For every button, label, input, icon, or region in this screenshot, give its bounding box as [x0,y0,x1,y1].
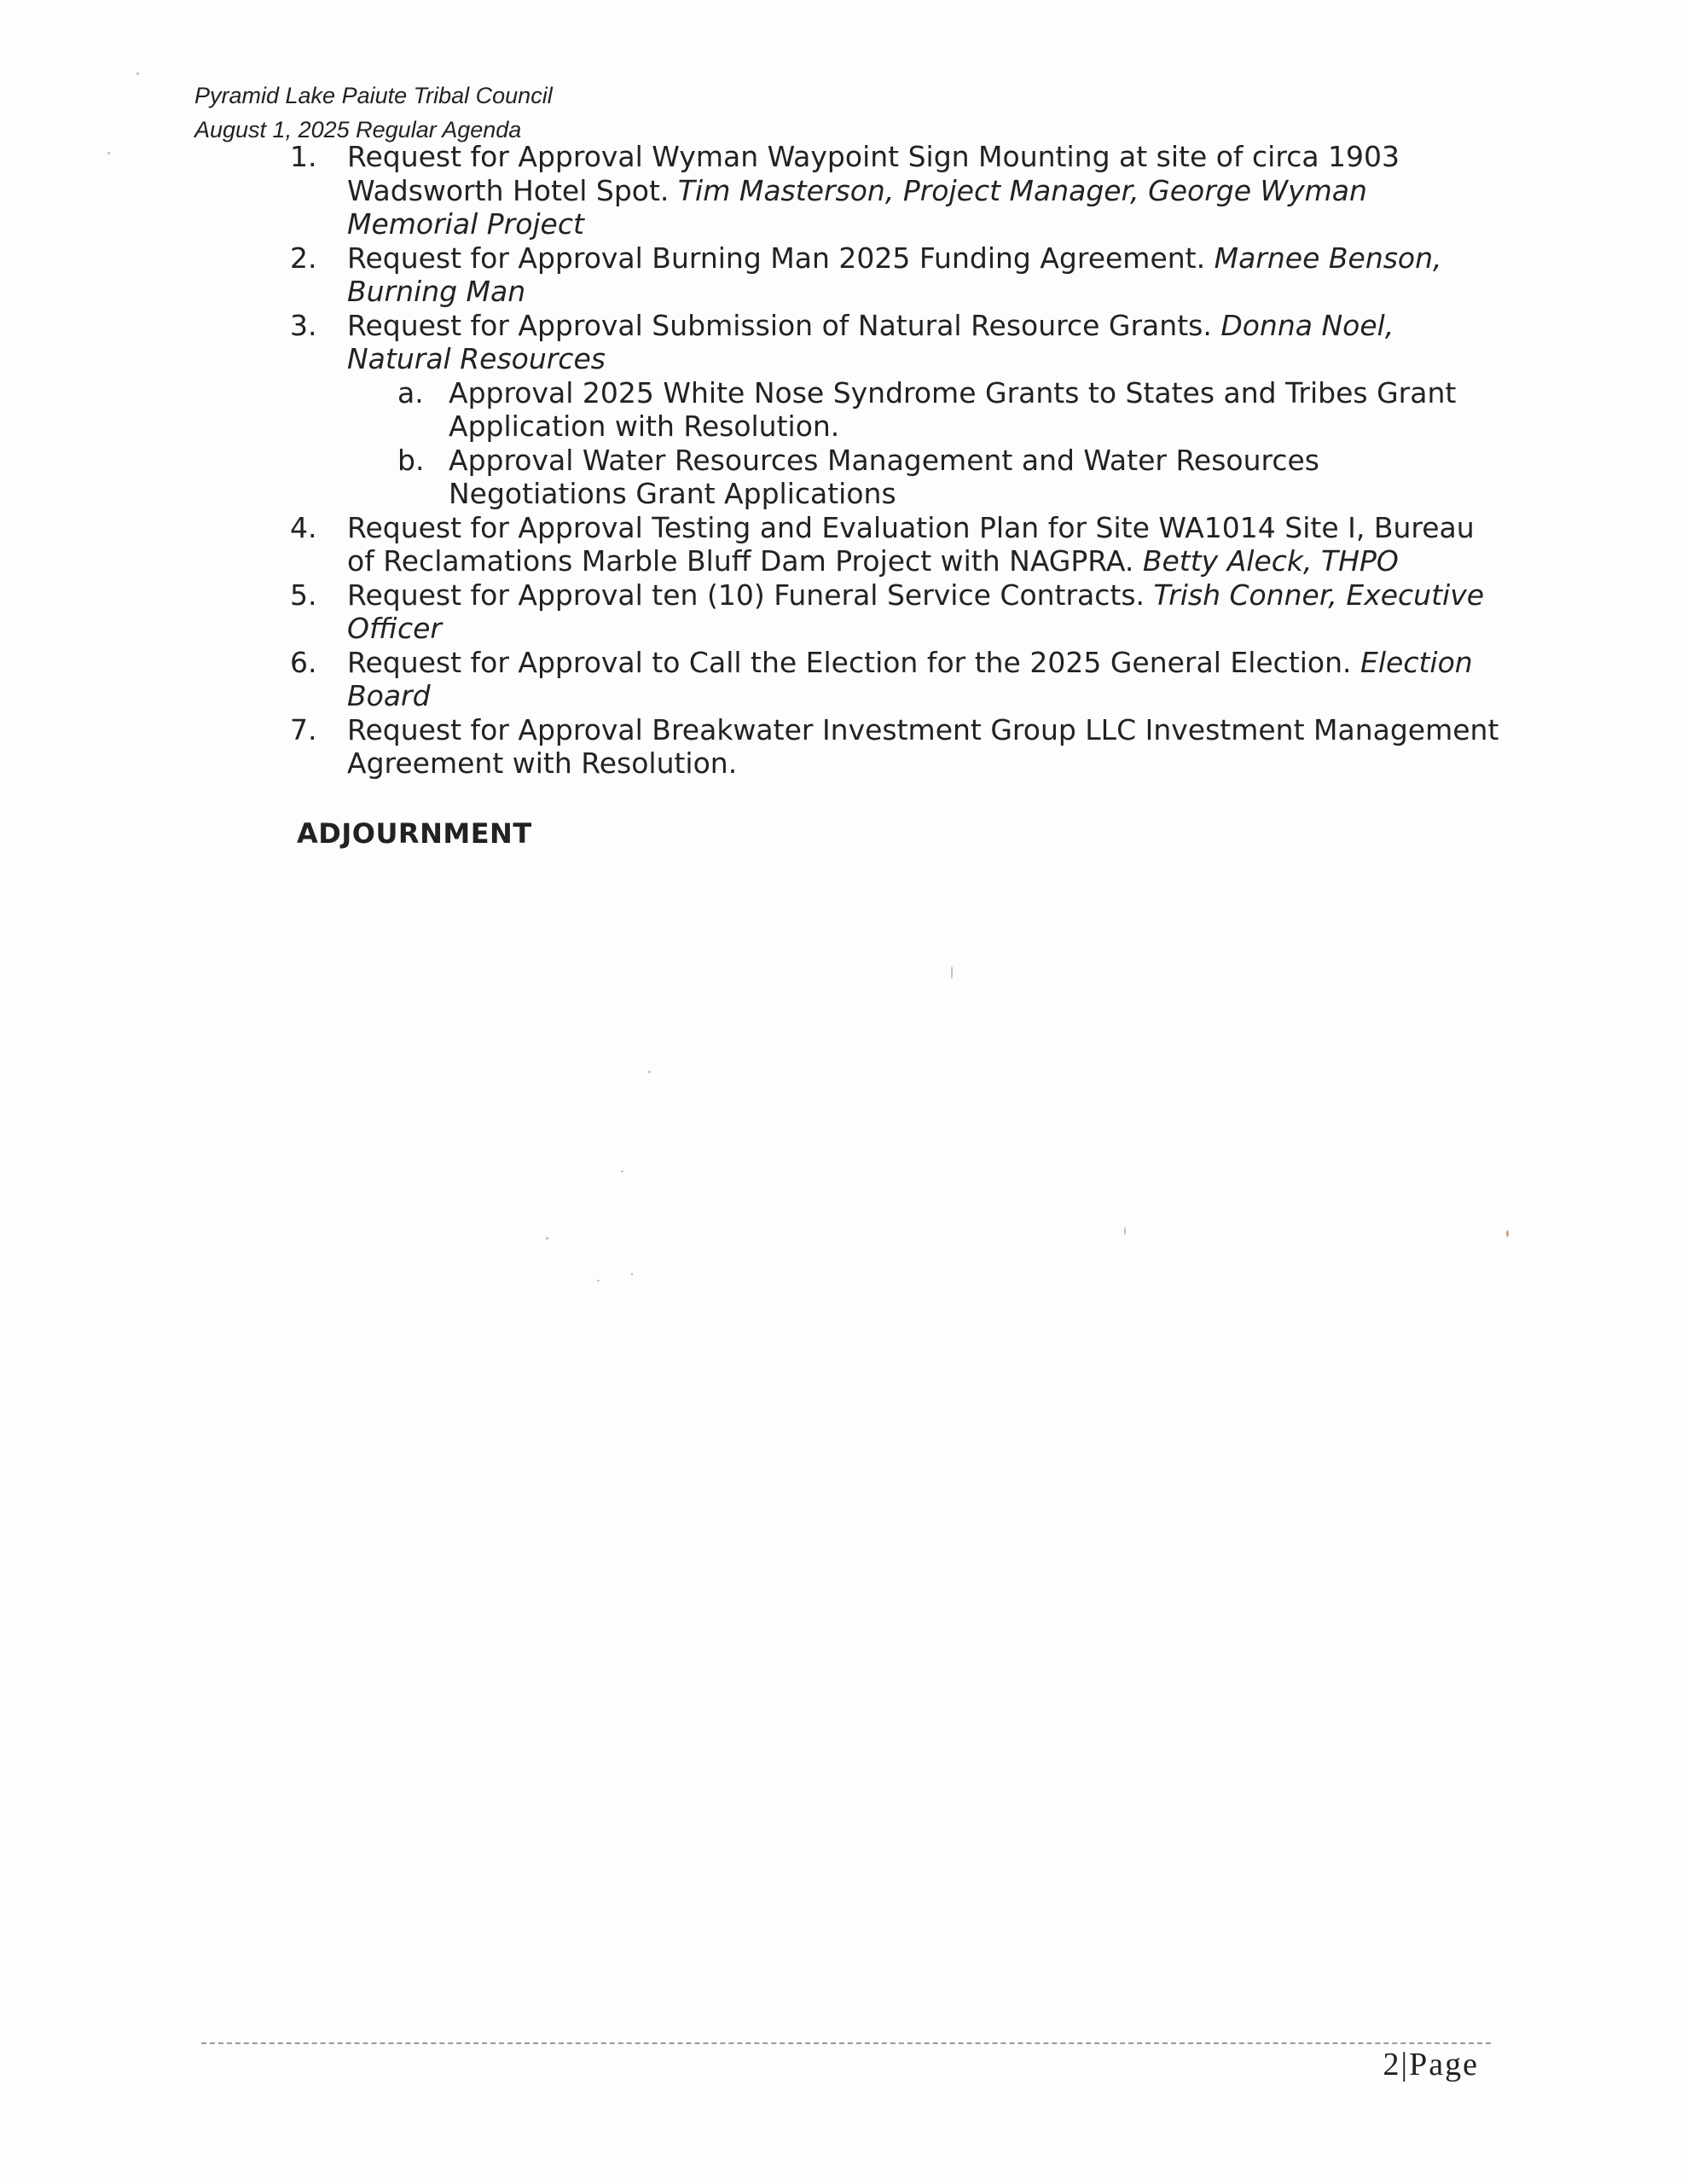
scan-speck [631,1273,633,1275]
item-text: Request for Approval to Call the Election for the 2025 General Election. [347,645,1352,679]
scan-speck [107,152,110,154]
subitem-letter: a. [397,375,424,410]
scan-speck [1506,1230,1509,1237]
subitem-text: Approval Water Resources Management and Water Resources Negotiations Grant Applications [449,443,1319,510]
item-text: Request for Approval Wyman Waypoint Sign Mounting at site of circa 1903 Wadsworth Hotel Spot. [347,140,1400,207]
scan-speck [951,966,953,979]
agenda-item [290,578,1501,646]
scan-speck [648,1071,651,1073]
item-number: 7. [290,712,317,746]
agenda-item [290,646,1501,713]
agenda-item [290,511,1501,578]
item-text: Request for Approval Testing and Evaluation Plan for Site WA1014 Site I, Bureau of Reclamations Marble Bluff Dam Project with NAGPRA. [347,510,1475,578]
agenda-subitem [290,444,1501,511]
item-presenter: Trish Conner, Executive Officer [347,578,1485,645]
footer-divider [201,2042,1491,2044]
agenda-list [290,140,1501,781]
scan-speck [1124,1227,1126,1235]
item-presenter: Donna Noel, Natural Resources [347,308,1394,375]
item-text: Request for Approval Submission of Natural Resource Grants. [347,308,1212,342]
agenda-item [290,309,1501,376]
page-number: 2|Page [1383,2047,1479,2082]
item-number: 1. [290,140,317,173]
item-text: Request for Approval ten (10) Funeral Service Contracts. [347,578,1145,612]
item-number: 4. [290,510,317,544]
scan-speck [597,1280,600,1281]
item-presenter: Betty Aleck, THPO [1142,544,1399,578]
item-presenter: Election Board [347,645,1473,712]
item-presenter: Marnee Benson, Burning Man [347,241,1442,308]
item-number: 2. [290,241,317,275]
scan-speck [136,73,139,75]
scan-speck [621,1170,623,1172]
item-text: Request for Approval Burning Man 2025 Funding Agreement. [347,241,1206,275]
agenda-item [290,713,1501,781]
item-text: Request for Approval Breakwater Investment Group LLC Investment Management Agreement with Resolution. [347,712,1499,780]
subitem-text: Approval 2025 White Nose Syndrome Grants to States and Tribes Grant Application with Resolution. [449,375,1457,443]
item-number: 6. [290,645,317,679]
organization-name: Pyramid Lake Paiute Tribal Council [194,83,553,108]
document-header [194,78,553,147]
item-number: 5. [290,578,317,612]
adjournment-heading: ADJOURNMENT [297,817,532,850]
subitem-letter: b. [397,443,425,477]
item-number: 3. [290,308,317,342]
item-presenter: Tim Masterson, Project Manager, George Wyman Memorial Project [347,173,1367,241]
agenda-item [290,140,1501,241]
agenda-subitem [290,376,1501,444]
agenda-item [290,241,1501,309]
scan-speck [546,1237,548,1240]
agenda-title: August 1, 2025 Regular Agenda [194,117,522,142]
